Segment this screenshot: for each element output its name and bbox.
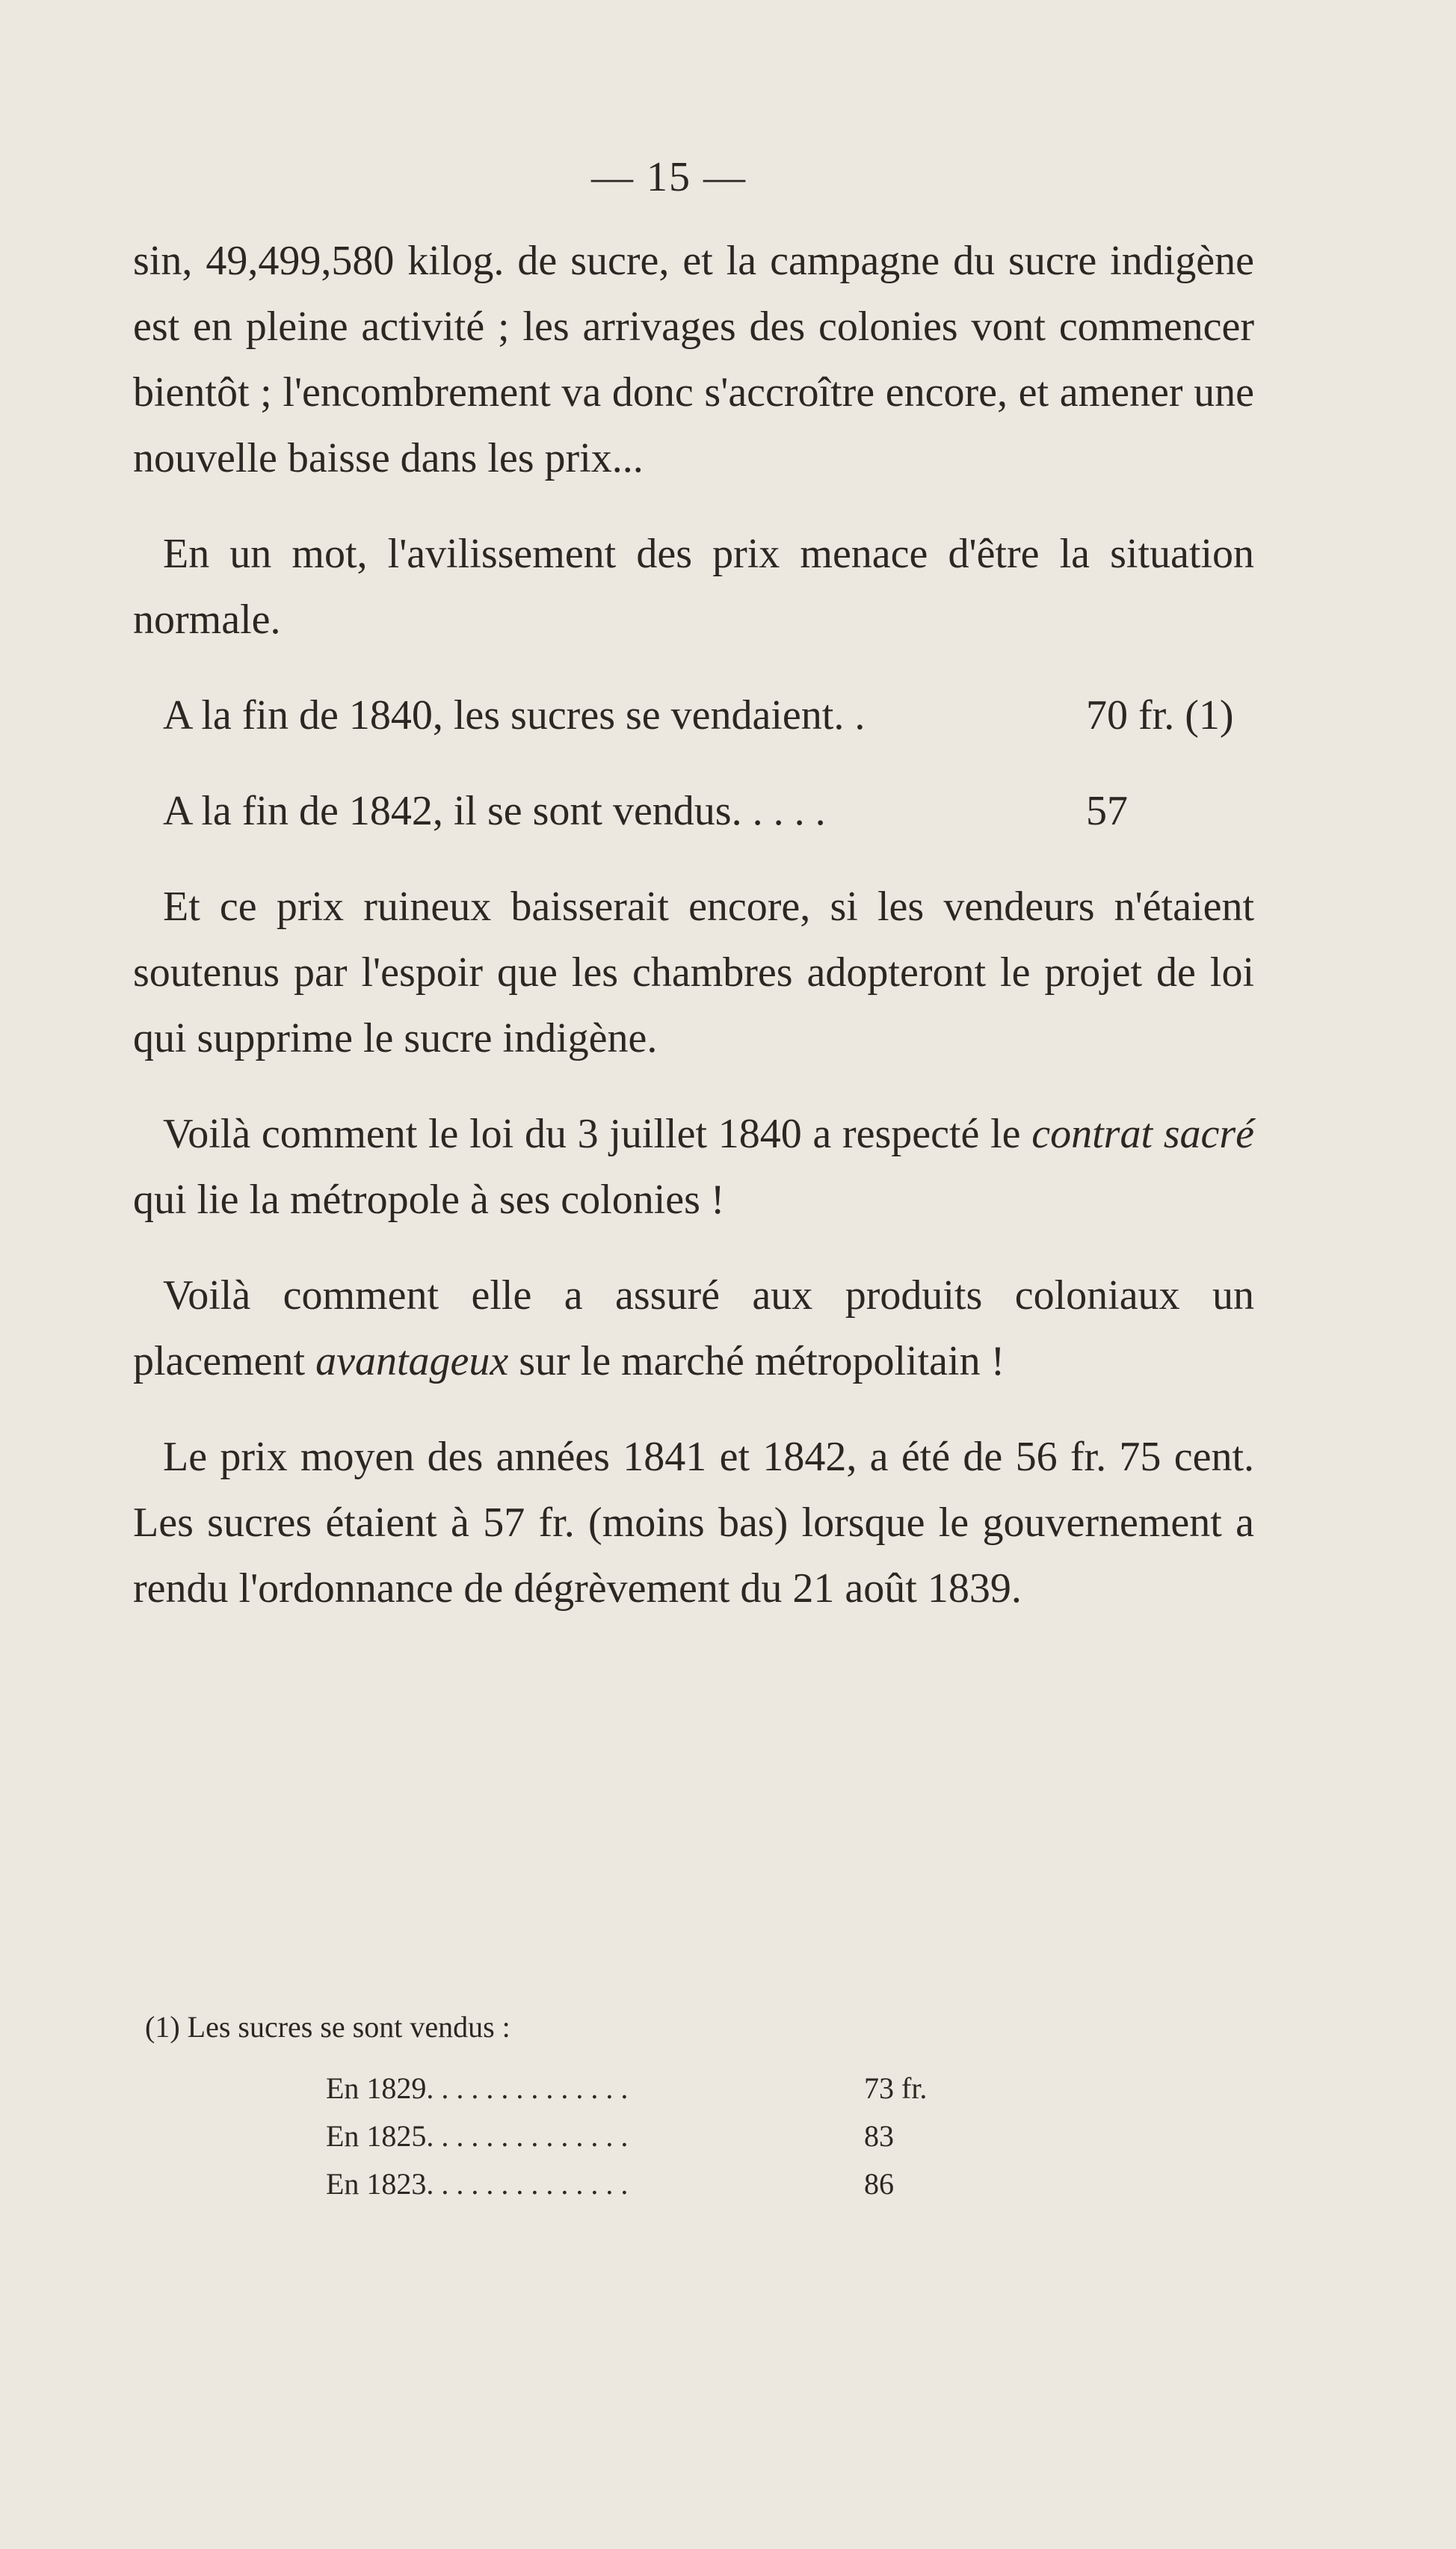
contract-text-end: qui lie la métropole à ses colonies !: [133, 1177, 725, 1223]
footnote: [133, 2003, 1254, 2208]
placement-text-start: Voilà comment elle a assuré aux produits coloniaux un placement: [133, 1272, 1254, 1384]
paragraph-summary: En un mot, l'avilissement des prix menace d'être la situation normale.: [133, 531, 1254, 643]
page-number: — 15 —: [591, 154, 747, 200]
price-row-1842: [133, 778, 1254, 844]
footnote-year: En 1823. . . . . . . . . . . . . .: [326, 2167, 629, 2201]
price-label-1840: A la fin de 1840, les sucres se vendaient. .: [163, 692, 866, 739]
paragraph-ruinous-price: Et ce prix ruineux baisserait encore, si les vendeurs n'étaient soutenus par l'espoir que les chambres adopteront le projet de loi qui supprime le sucre indigène.: [133, 884, 1254, 1061]
body-text: [133, 228, 1254, 1651]
paragraph-continuation: sin, 49,499,580 kilog. de sucre, et la campagne du sucre indigène est en pleine activité ; les arrivages des colonies vont commencer bientôt ; l'encombrement va donc s'accroître encore, et amener une nouvelle baisse dans les prix...: [133, 238, 1254, 481]
paragraph-contract: [133, 1101, 1254, 1233]
footnote-year: En 1829. . . . . . . . . . . . . .: [326, 2071, 629, 2105]
footnote-amount: 86: [864, 2167, 894, 2201]
price-value-1842: 57: [1086, 788, 1128, 834]
paragraph-average-price: Le prix moyen des années 1841 et 1842, a été de 56 fr. 75 cent. Les sucres étaient à 57 fr. (moins bas) lorsque le gouvernement a rendu l'ordonnance de dégrèvement du 21 août 1839.: [133, 1434, 1254, 1612]
footnote-row-1825: [326, 2112, 1254, 2160]
contract-text-start: Voilà comment le loi du 3 juillet 1840 a respecté le: [163, 1111, 1032, 1157]
footnote-row-1829: [326, 2065, 1254, 2112]
footnote-amount: 83: [864, 2119, 894, 2153]
footnote-amount: 73 fr.: [864, 2071, 928, 2105]
price-label-1842: A la fin de 1842, il se sont vendus. . . . .: [163, 788, 826, 834]
price-row-1840: [133, 682, 1254, 748]
placement-emphasis: avantageux: [315, 1338, 509, 1384]
contract-emphasis: contrat sacré: [1031, 1111, 1255, 1157]
footnote-intro: (1) Les sucres se sont vendus :: [145, 2010, 510, 2044]
footnote-row-1823: [326, 2160, 1254, 2208]
price-value-1840: 70 fr. (1): [1086, 692, 1234, 739]
footnote-year: En 1825. . . . . . . . . . . . . .: [326, 2119, 629, 2153]
placement-text-end: sur le marché métropolitain !: [508, 1338, 1005, 1384]
paragraph-placement: [133, 1263, 1254, 1394]
